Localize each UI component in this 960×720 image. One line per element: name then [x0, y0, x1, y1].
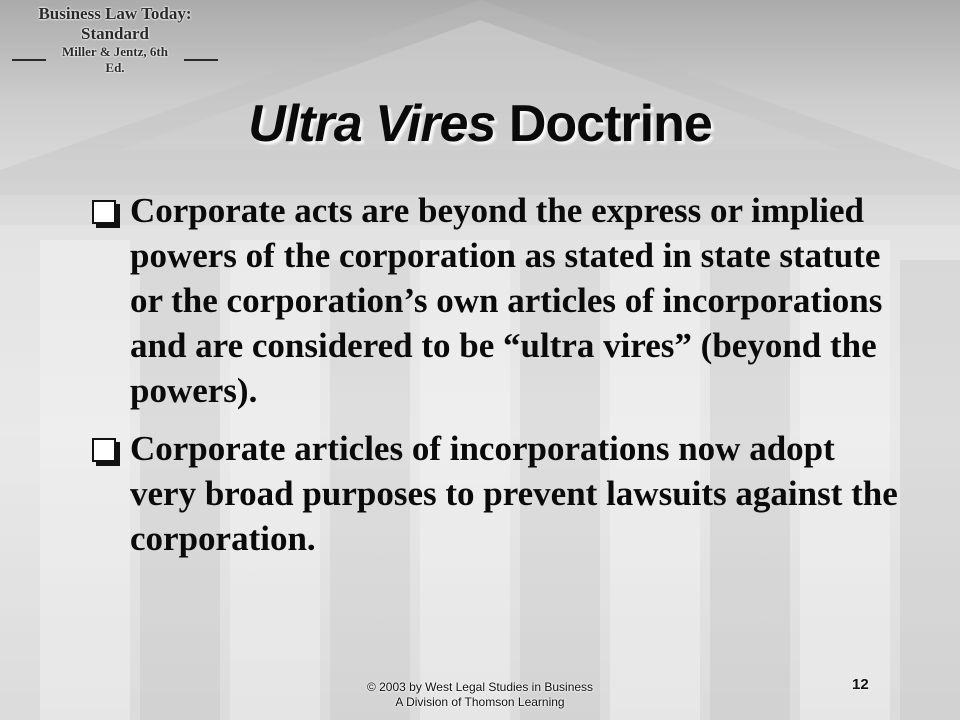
- right-rule-divider: [184, 59, 218, 61]
- bullet-text: Corporate acts are beyond the express or implied powers of the corporation as stated in state statute or the corporation’s own articles of incorporations and are considered to be “ultra vires” (beyond the powers).: [130, 191, 883, 410]
- slide-title: [0, 92, 960, 156]
- bullet-item: [88, 188, 908, 413]
- copyright-line-1: © 2003 by West Legal Studies in Business: [366, 680, 594, 694]
- brand-subtitle: Miller & Jentz, 6th Ed.: [62, 44, 168, 75]
- slide-title-rest: Doctrine: [495, 95, 712, 153]
- header-brand: [12, 4, 218, 76]
- copyright-line-2: A Division of Thomson Learning: [395, 695, 565, 709]
- bullet-list: [88, 188, 908, 574]
- left-rule-divider: [12, 59, 46, 61]
- page-number: 12: [852, 676, 869, 693]
- brand-subtitle-row: [12, 44, 218, 76]
- bullet-text: Corporate articles of incorporations now adopt very broad purposes to prevent lawsuits against the corporation.: [130, 429, 898, 558]
- checkbox-icon: [92, 438, 116, 462]
- footer-copyright: [320, 680, 640, 710]
- brand-title: Business Law Today: Standard: [38, 4, 192, 43]
- checkbox-icon: [92, 200, 116, 224]
- bullet-item: [88, 426, 908, 561]
- slide-title-italic: Ultra Vires: [248, 95, 496, 153]
